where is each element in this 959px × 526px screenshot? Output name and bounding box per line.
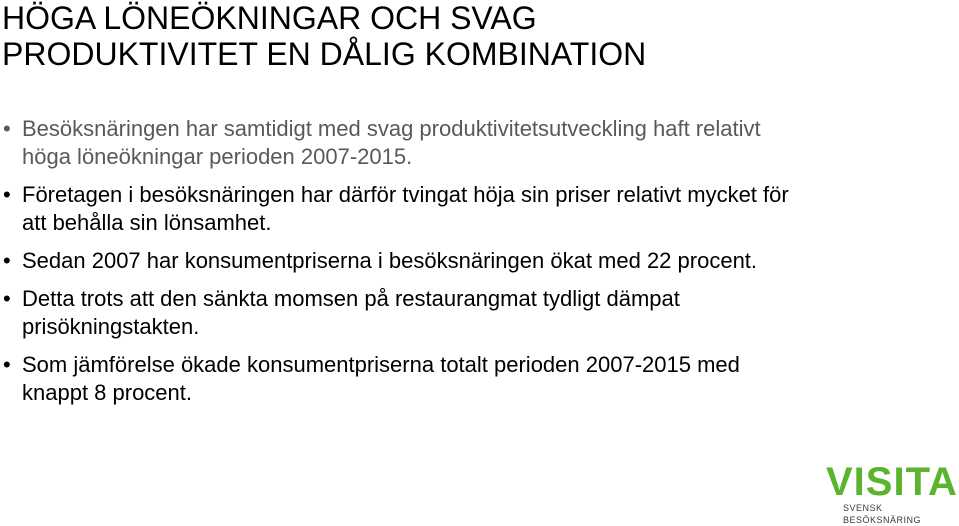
slide-title (2, 0, 942, 72)
slide-title-line-2: PRODUKTIVITET EN DÅLIG KOMBINATION (2, 36, 647, 72)
bullet-list (0, 115, 800, 407)
logo-subtitle: SVENSK BESÖKSNÄRING (843, 503, 922, 525)
bullet-item-3: • Sedan 2007 har konsumentpriserna i besöksnäringen ökat med 22 procent. (0, 247, 800, 275)
logo-wordmark: VISITA (826, 460, 958, 504)
slide-title-line-1: HÖGA LÖNEÖKNINGAR OCH SVAG (2, 0, 537, 36)
bullet-item-4: • Detta trots att den sänkta momsen på restaurangmat tydligt dämpat prisökningstakten. (0, 285, 800, 341)
visita-logo (826, 460, 958, 525)
bullet-item-5: • Som jämförelse ökade konsumentpriserna totalt perioden 2007-2015 med knappt 8 procent. (0, 351, 800, 407)
bullet-item-1: • Besöksnäringen har samtidigt med svag produktivitetsutveckling haft relativt höga löneökningar perioden 2007-2015. (0, 115, 800, 171)
bullet-item-2: • Företagen i besöksnäringen har därför tvingat höja sin priser relativt mycket för att behålla sin lönsamhet. (0, 181, 800, 237)
